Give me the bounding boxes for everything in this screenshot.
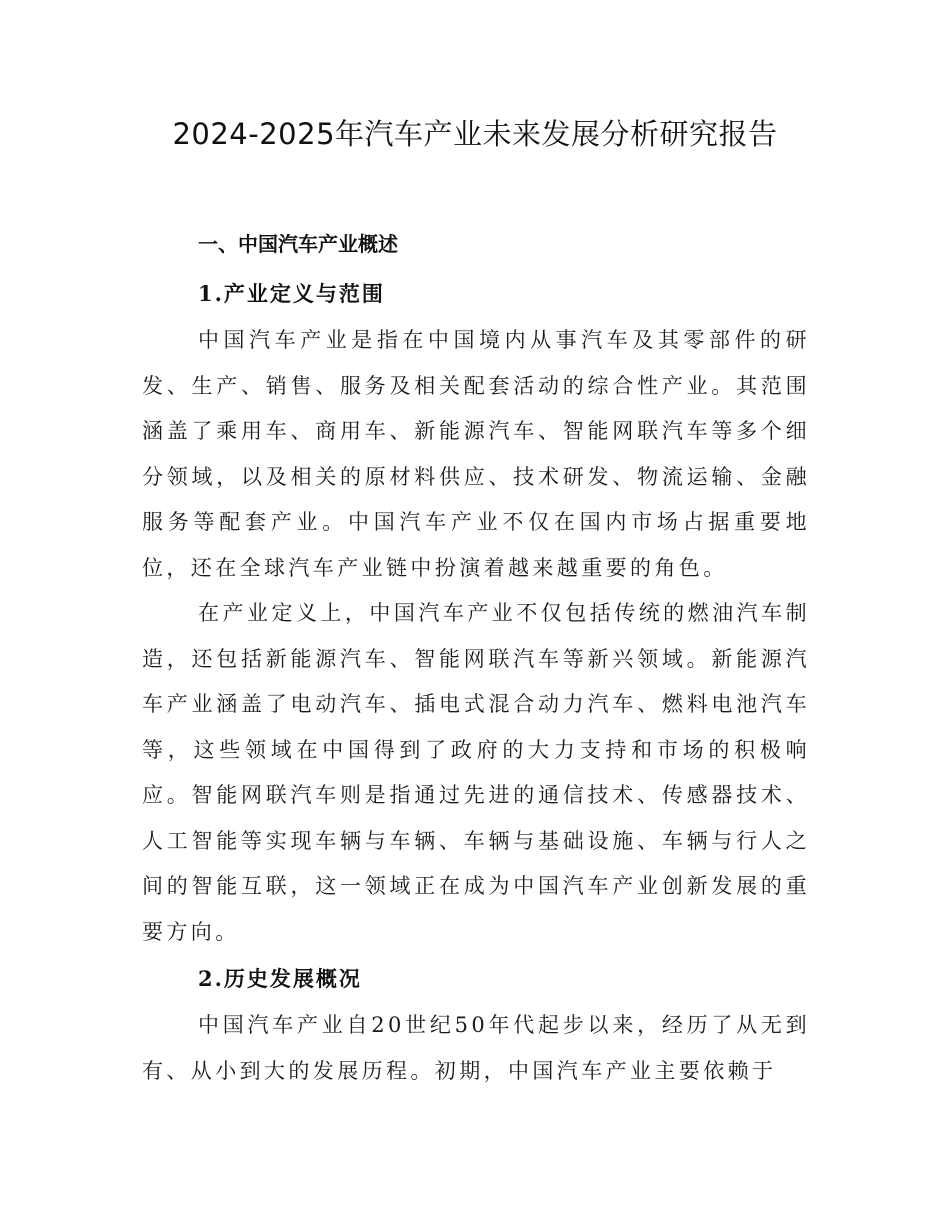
paragraph-definition-1: 中国汽车产业是指在中国境内从事汽车及其零部件的研发、生产、销售、服务及相关配套活动的综合性产业。其范围涵盖了乘用车、商用车、新能源汽车、智能网联汽车等多个细分领域，以及相关的原材料供应、技术研发、物流运输、金融服务等配套产业。中国汽车产业不仅在国内市场占据重要地位，还在全球汽车产业链中扮演着越来越重要的角色。 (142, 328, 810, 580)
document-body (142, 218, 810, 1094)
paragraph-definition-2: 在产业定义上，中国汽车产业不仅包括传统的燃油汽车制造，还包括新能源汽车、智能网联汽车等新兴领域。新能源汽车产业涵盖了电动汽车、插电式混合动力汽车、燃料电池汽车等，这些领域在中国得到了政府的大力支持和市场的积极响应。智能网联汽车则是指通过先进的通信技术、传感器技术、人工智能等实现车辆与车辆、车辆与基础设施、车辆与行人之间的智能互联，这一领域正在成为中国汽车产业创新发展的重要方向。 (142, 601, 810, 944)
subsection-heading-history: 2.历史发展概况 (198, 966, 362, 991)
subsection-heading-definition: 1.产业定义与范围 (198, 281, 385, 306)
paragraph-history-1: 中国汽车产业自20世纪50年代起步以来，经历了从无到有、从小到大的发展历程。初期，中国汽车产业主要依赖于 (142, 1013, 810, 1083)
section-heading-overview: 一、中国汽车产业概述 (198, 232, 398, 256)
document-title: 2024-2025年汽车产业未来发展分析研究报告 (172, 117, 778, 151)
